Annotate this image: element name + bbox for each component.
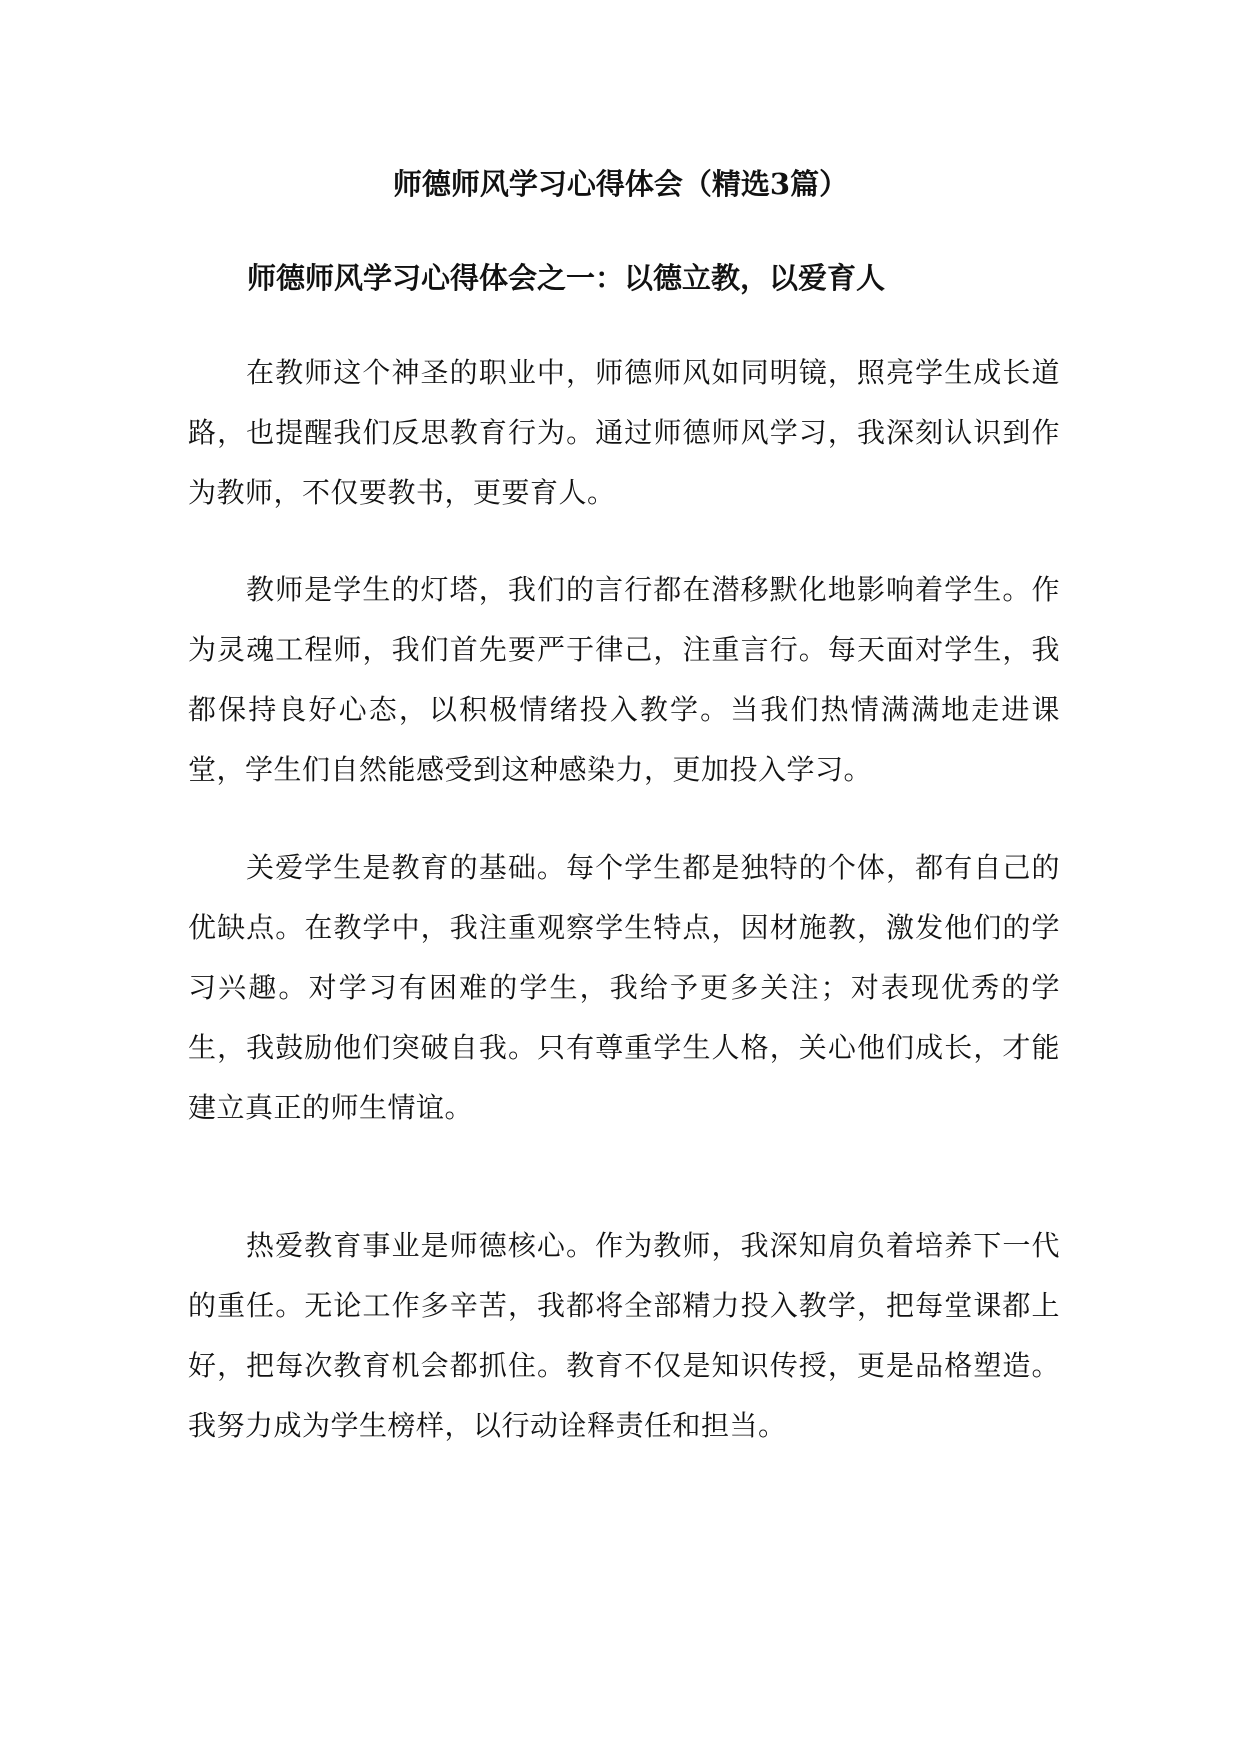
section-heading: 师德师风学习心得体会之一：以德立教，以爱育人 (247, 261, 886, 295)
document-title: 师德师风学习心得体会（精选3篇） (392, 167, 849, 201)
paragraph-4: 热爱教育事业是师德核心。作为教师，我深知肩负着培养下一代的重任。无论工作多辛苦，我都将全部精力投入教学，把每堂课都上好，把每次教育机会都抓住。教育不仅是知识传授，更是品格塑造。我努力成为学生榜样，以行动诠释责任和担当。 (188, 1229, 1060, 1442)
paragraph-1: 在教师这个神圣的职业中，师德师风如同明镜，照亮学生成长道路，也提醒我们反思教育行为。通过师德师风学习，我深刻认识到作为教师，不仅要教书，更要育人。 (188, 356, 1060, 509)
paragraph-2: 教师是学生的灯塔，我们的言行都在潜移默化地影响着学生。作为灵魂工程师，我们首先要严于律己，注重言行。每天面对学生，我都保持良好心态，以积极情绪投入教学。当我们热情满满地走进课堂，学生们自然能感受到这种感染力，更加投入学习。 (188, 573, 1060, 786)
paragraph-3: 关爱学生是教育的基础。每个学生都是独特的个体，都有自己的优缺点。在教学中，我注重观察学生特点，因材施教，激发他们的学习兴趣。对学习有困难的学生，我给予更多关注；对表现优秀的学生，我鼓励他们突破自我。只有尊重学生人格，关心他们成长，才能建立真正的师生情谊。 (188, 851, 1060, 1124)
